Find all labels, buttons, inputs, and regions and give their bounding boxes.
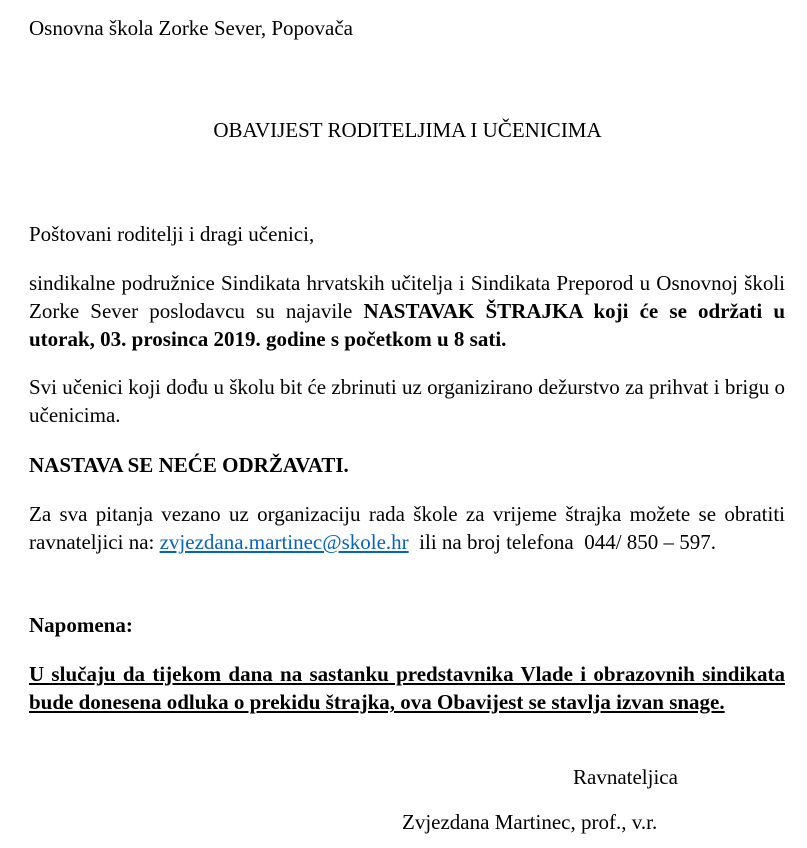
salutation: Poštovani roditelji i dragi učenici, xyxy=(29,222,315,246)
contact-text-after: ili na broj telefona 044/ 850 – 597. xyxy=(408,530,717,554)
note-text: U slučaju da tijekom dana na sastanku predstavnika Vlade i obrazovnih sindikata bude donesena odluka o prekidu štrajka, ova Obavijest se stavlja izvan snage. xyxy=(29,662,785,714)
school-name: Osnovna škola Zorke Sever, Popovača xyxy=(29,16,353,40)
signature-name: Zvjezdana Martinec, prof., v.r. xyxy=(402,810,658,834)
email-link[interactable]: zvjezdana.martinec@skole.hr xyxy=(159,530,409,554)
contact-paragraph xyxy=(29,500,785,556)
no-classes-notice: NASTAVA SE NEĆE ODRŽAVATI. xyxy=(29,453,349,477)
strike-announcement-text: sindikalne podružnice Sindikata hrvatskih učitelja i Sindikata Preporod u Osnovnoj školi Zorke Sever poslodavcu su najavile xyxy=(29,271,785,323)
contact-text-before: Za sva pitanja vezano uz organizaciju rada škole za vrijeme štrajka možete se obratiti ravnateljici na: xyxy=(29,502,785,554)
note-heading: Napomena: xyxy=(29,613,133,637)
supervision-paragraph: Svi učenici koji dođu u školu bit će zbrinuti uz organizirano dežurstvo za prihvat i brigu o učenicima. xyxy=(29,375,785,427)
strike-announcement-bold: NASTAVAK ŠTRAJKA koji će se održati u utorak, 03. prosinca 2019. godine s početkom u 8 sati. xyxy=(29,299,785,351)
strike-announcement-paragraph xyxy=(29,269,785,353)
signature-role: Ravnateljica xyxy=(573,765,678,789)
notice-title: OBAVIJEST RODITELJIMA I UČENICIMA xyxy=(213,118,602,142)
